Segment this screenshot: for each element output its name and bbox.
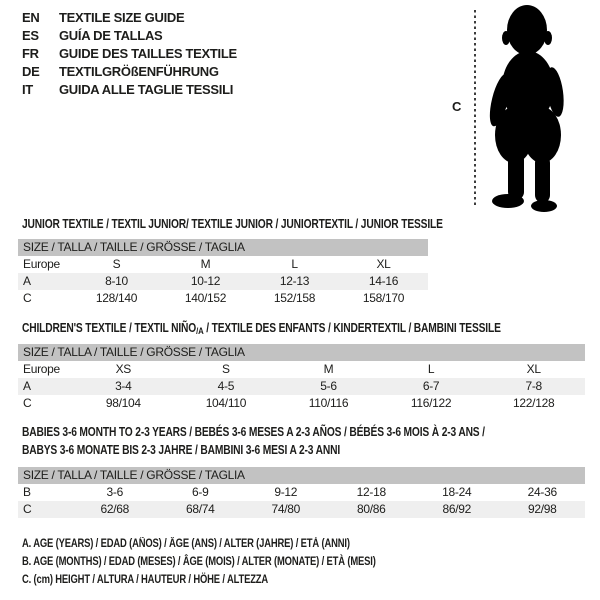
language-row-es	[22, 27, 237, 45]
table-cell: 5-6	[277, 378, 380, 395]
table-row	[18, 361, 585, 378]
table-cell: 128/140	[95, 291, 138, 305]
table-cell: M	[323, 362, 334, 376]
table-row	[18, 501, 585, 518]
table-cell: 62/68	[72, 501, 158, 518]
table-cell: 122/128	[513, 396, 555, 410]
table-cell: XS	[115, 362, 131, 376]
table-row	[18, 395, 585, 412]
language-label: GUIDA ALLE TAGLIE TESSILI	[59, 82, 234, 97]
table-cell: 68/74	[158, 501, 244, 518]
language-code: DE	[22, 64, 40, 79]
table-cell: S	[112, 257, 121, 271]
language-row-de	[22, 63, 237, 81]
footnote-c: C. (cm) HEIGHT / ALTURA / HAUTEUR / HÖHE / ALTEZZA	[22, 574, 269, 586]
junior-table-title: JUNIOR TEXTILE / TEXTIL JUNIOR/ TEXTILE JUNIOR / JUNIORTEXTIL / JUNIOR TESSILE	[22, 217, 443, 231]
size-header-cell: SIZE / TALLA / TAILLE / GRÖSSE / TAGLIA	[18, 344, 585, 361]
table-cell: 10-12	[161, 273, 250, 290]
children-size-table	[18, 344, 585, 412]
table-cell: 104/110	[205, 396, 247, 410]
table-cell: 140/152	[184, 291, 227, 305]
height-figure	[440, 0, 600, 215]
footnote-a: A. AGE (YEARS) / EDAD (AÑOS) / ÂGE (ANS) / ALTER (JAHRE) / ETÀ (ANNI)	[22, 538, 350, 550]
language-list	[22, 9, 237, 99]
table-cell: 4-5	[175, 378, 278, 395]
children-table-title	[22, 319, 501, 341]
language-code: ES	[22, 28, 39, 43]
size-header-cell: SIZE / TALLA / TAILLE / GRÖSSE / TAGLIA	[18, 239, 428, 256]
table-cell: 92/98	[500, 501, 586, 518]
table-cell: XL	[376, 257, 391, 271]
table-cell: A	[18, 378, 72, 395]
table-cell: M	[200, 257, 211, 271]
baby-silhouette-icon	[482, 2, 584, 214]
language-row-it	[22, 81, 237, 99]
language-row-fr	[22, 45, 237, 63]
table-cell: 8-10	[72, 273, 161, 290]
table-row	[18, 378, 585, 395]
table-cell: 6-7	[380, 378, 483, 395]
language-label: GUIDE DES TAILLES TEXTILE	[59, 46, 237, 61]
table-cell: 12-18	[356, 485, 386, 499]
table-cell: 18-24	[442, 485, 472, 499]
table-cell: Europe	[23, 257, 60, 271]
table-cell: 14-16	[339, 273, 428, 290]
table-cell: 9-12	[274, 485, 298, 499]
language-code: FR	[22, 46, 39, 61]
footnotes	[22, 535, 376, 589]
table-cell: C	[23, 396, 32, 410]
table-cell: B	[23, 485, 31, 499]
babies-title-line1: BABIES 3-6 MONTH TO 2-3 YEARS / BEBÉS 3-6 MESES A 2-3 AÑOS / BÉBÉS 3-6 MOIS À 2-3 ANS /	[22, 425, 485, 439]
children-title-subscript: /A	[196, 326, 204, 337]
language-code: IT	[22, 82, 33, 97]
table-row	[18, 256, 428, 273]
table-cell: 6-9	[192, 485, 209, 499]
table-cell: C	[23, 291, 32, 305]
table-cell: 158/170	[362, 291, 405, 305]
table-header-row	[18, 467, 585, 484]
table-header-row	[18, 344, 585, 361]
table-cell: 24-36	[527, 485, 557, 499]
table-cell: 74/80	[243, 501, 329, 518]
language-label: GUÍA DE TALLAS	[59, 28, 163, 43]
language-code: EN	[22, 10, 40, 25]
table-row	[18, 484, 585, 501]
table-cell: 98/104	[105, 396, 141, 410]
babies-table-title	[22, 423, 485, 459]
table-cell: A	[18, 273, 72, 290]
language-label: TEXTILGRÖßENFÜHRUNG	[59, 64, 219, 79]
table-header-row	[18, 239, 428, 256]
table-cell: 3-4	[72, 378, 175, 395]
table-cell: 152/158	[273, 291, 316, 305]
table-cell: 12-13	[250, 273, 339, 290]
table-cell: C	[18, 501, 72, 518]
language-row-en	[22, 9, 237, 27]
junior-size-table	[18, 239, 428, 307]
footnote-b: B. AGE (MONTHS) / EDAD (MESES) / ÂGE (MOIS) / ALTER (MONATE) / ETÀ (MESI)	[22, 556, 376, 568]
table-cell: Europe	[23, 362, 60, 376]
table-cell: S	[222, 362, 230, 376]
table-cell: L	[427, 362, 435, 376]
table-cell: 80/86	[329, 501, 415, 518]
height-dashed-line	[474, 10, 476, 207]
children-title-part: CHILDREN'S TEXTILE / TEXTIL NIÑO	[22, 321, 197, 335]
table-cell: L	[291, 257, 298, 271]
children-title-part: / TEXTILE DES ENFANTS / KINDERTEXTIL / BAMBINI TESSILE	[203, 321, 501, 335]
table-cell: XL	[526, 362, 541, 376]
babies-size-table	[18, 467, 585, 518]
babies-title-line2: BABYS 3-6 MONATE BIS 2-3 JAHRE / BAMBINI 3-6 MESI A 2-3 ANNI	[22, 443, 341, 457]
height-measure-label: C	[452, 99, 462, 114]
table-cell: 110/116	[308, 396, 349, 410]
table-cell: 7-8	[482, 378, 585, 395]
size-header-cell: SIZE / TALLA / TAILLE / GRÖSSE / TAGLIA	[18, 467, 585, 484]
table-cell: 86/92	[414, 501, 500, 518]
language-label: TEXTILE SIZE GUIDE	[59, 10, 185, 25]
table-cell: 3-6	[106, 485, 123, 499]
table-row	[18, 290, 428, 307]
table-cell: 116/122	[410, 396, 452, 410]
table-row	[18, 273, 428, 290]
